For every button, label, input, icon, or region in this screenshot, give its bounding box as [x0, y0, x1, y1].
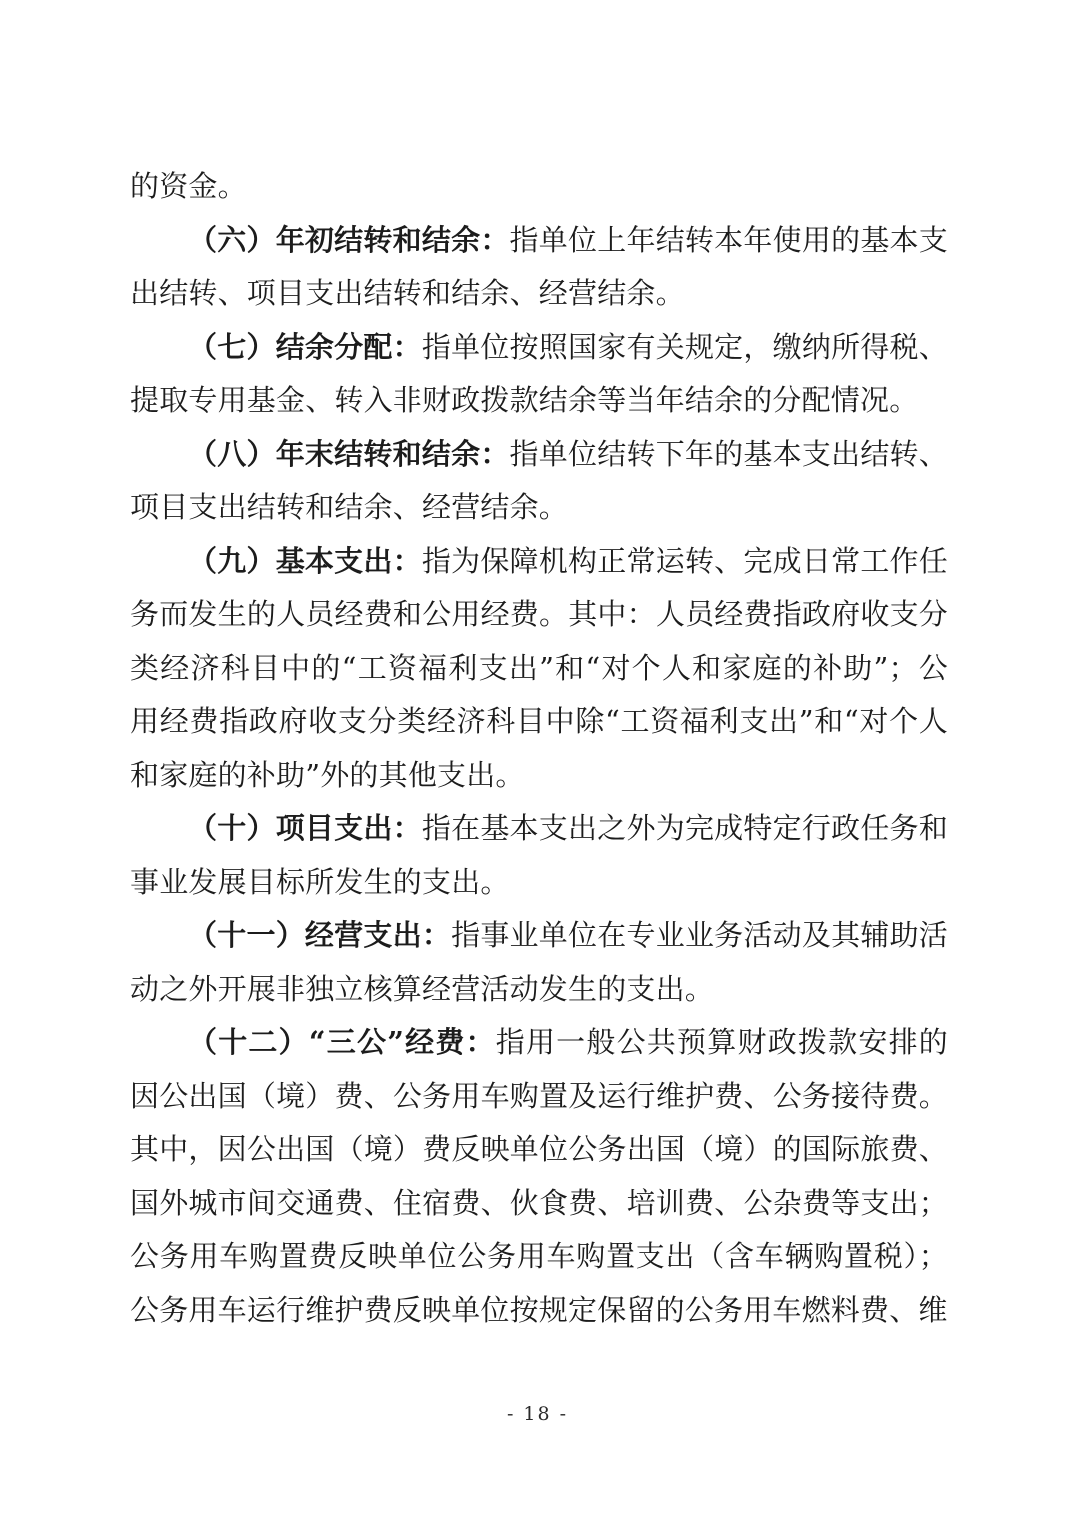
paragraph — [130, 535, 948, 803]
paragraph-text: 的资金。 — [130, 169, 247, 203]
paragraph — [130, 428, 948, 535]
paragraph — [130, 214, 948, 321]
paragraph-text: 指用一般公共预算财政拨款安排的因公出国（境）费、公务用车购置及运行维护费、公务接待费。其中，因公出国（境）费反映单位公务出国（境）的国际旅费、国外城市间交通费、住宿费、伙食费、培训费、公杂费等支出；公务用车购置费反映单位公务用车购置支出（含车辆购置税）；公务用车运行维护费反映单位按规定保留的公务用车燃料费、维 — [130, 1025, 948, 1327]
paragraph — [130, 909, 948, 1016]
paragraph-text: 指单位结转下年的基本支出结转、项目支出结转和结余、经营结余。 — [130, 436, 948, 524]
paragraph — [130, 1016, 948, 1337]
document-body — [130, 160, 948, 1337]
paragraph-text: 指单位按照国家有关规定，缴纳所得税、提取专用基金、转入非财政拨款结余等当年结余的分配情况。 — [130, 329, 948, 417]
paragraph-heading: （八）年末结转和结余： — [188, 436, 510, 471]
paragraph — [130, 802, 948, 909]
paragraph-heading: （七）结余分配： — [188, 329, 422, 364]
paragraph-text: 指在基本支出之外为完成特定行政任务和事业发展目标所发生的支出。 — [130, 811, 948, 899]
paragraph — [130, 160, 948, 214]
paragraph-heading: （六）年初结转和结余： — [188, 222, 510, 257]
paragraph-heading: （十一）经营支出： — [188, 918, 452, 952]
paragraph-heading: （十二）“三公”经费： — [188, 1025, 496, 1059]
paragraph-heading: （十）项目支出： — [188, 811, 422, 845]
paragraph — [130, 321, 948, 428]
paragraph-heading: （九）基本支出： — [188, 543, 422, 578]
page-number: - 18 - — [506, 1403, 569, 1425]
paragraph-text: 指事业单位在专业业务活动及其辅助活动之外开展非独立核算经营活动发生的支出。 — [130, 918, 948, 1006]
paragraph-text: 指为保障机构正常运转、完成日常工作任务而发生的人员经费和公用经费。其中：人员经费指政府收支分类经济科目中的“工资福利支出”和“对个人和家庭的补助”；公用经费指政府收支分类经济科目中除“工资福利支出”和“对个人和家庭的补助”外的其他支出。 — [130, 543, 948, 792]
paragraph-text: 指单位上年结转本年使用的基本支出结转、项目支出结转和结余、经营结余。 — [130, 222, 948, 310]
